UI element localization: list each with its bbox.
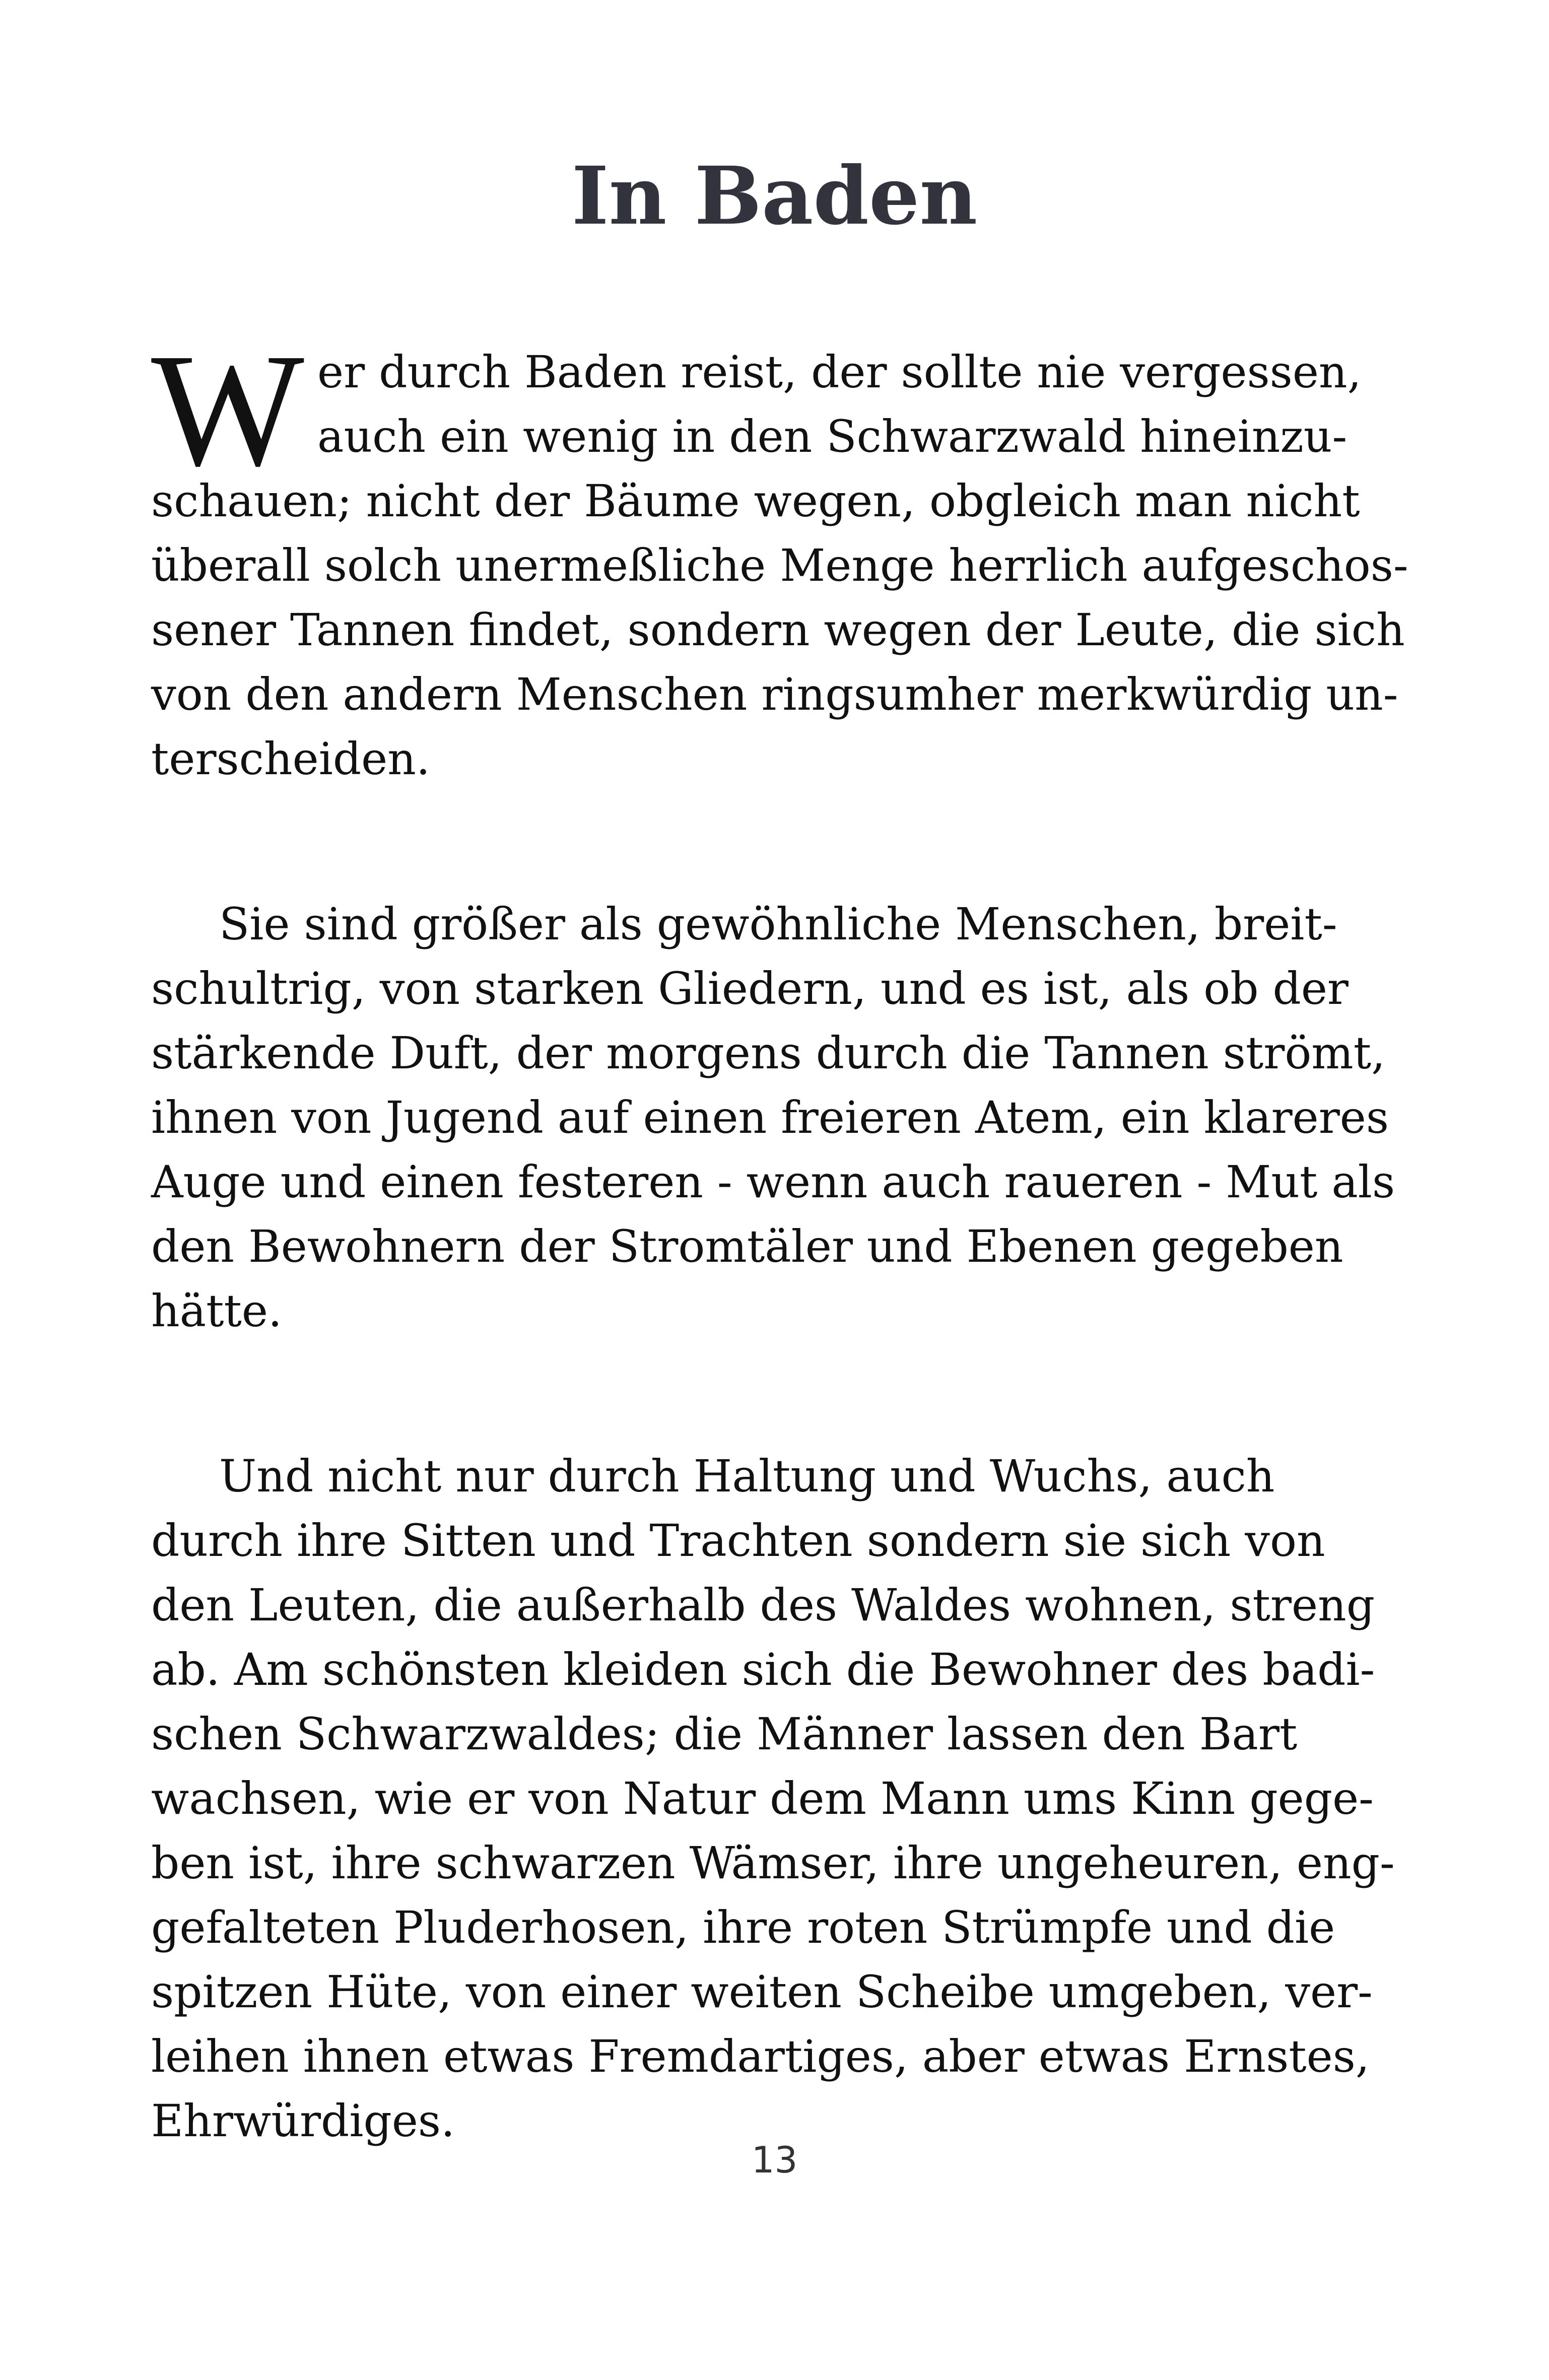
text-line: schen Schwarzwaldes; die Männer lassen den Bart — [151, 1708, 1298, 1760]
drop-cap: W — [151, 320, 304, 500]
text-line: Und nicht nur durch Haltung und Wuchs, auch — [219, 1450, 1275, 1502]
text-line: hätte. — [151, 1285, 282, 1337]
text-line: den Leuten, die außerhalb des Waldes wohnen, streng — [151, 1579, 1375, 1631]
text-line: leihen ihnen etwas Fremdartiges, aber etwas Ernstes, — [151, 2030, 1370, 2082]
text-line: schauen; nicht der Bäume wegen, obgleich man nicht — [151, 475, 1360, 527]
paragraph-1 — [151, 320, 1408, 791]
text-line: auch ein wenig in den Schwarzwald hineinzu- — [317, 411, 1348, 462]
text-line: wachsen, wie er von Natur dem Mann ums Kinn gege- — [151, 1773, 1374, 1824]
text-line: Ehrwürdiges. — [151, 2095, 455, 2147]
page-number: 13 — [751, 2139, 798, 2181]
text-line: überall solch unermeßliche Menge herrlich aufgeschos- — [151, 539, 1408, 591]
text-line: Sie sind größer als gewöhnliche Menschen, breit- — [219, 898, 1337, 950]
text-line: terscheiden. — [151, 733, 430, 785]
text-line: ben ist, ihre schwarzen Wämser, ihre ungeheuren, eng- — [151, 1837, 1395, 1889]
text-line: stärkende Duft, der morgens durch die Tannen strömt, — [151, 1027, 1386, 1079]
text-line: ab. Am schönsten kleiden sich die Bewohner des badi- — [151, 1644, 1375, 1695]
text-line: von den andern Menschen ringsumher merkwürdig un- — [151, 668, 1398, 720]
paragraph-2 — [151, 892, 1395, 1343]
chapter-title: In Baden — [571, 150, 978, 243]
text-line: ihnen von Jugend auf einen freieren Atem, ein klareres — [151, 1092, 1389, 1143]
text-line: den Bewohnern der Stromtäler und Ebenen gegeben — [151, 1220, 1343, 1272]
text-line: schultrig, von starken Gliedern, und es ist, als ob der — [151, 963, 1349, 1014]
text-line: sener Tannen findet, sondern wegen der Leute, die sich — [151, 604, 1405, 656]
paragraph-3 — [151, 1444, 1395, 2153]
text-line: spitzen Hüte, von einer weiten Scheibe umgeben, ver- — [151, 1966, 1373, 2018]
body-text — [151, 320, 1408, 2254]
text-line: gefalteten Pluderhosen, ihre roten Strümpfe und die — [151, 1901, 1335, 1953]
text-line: durch ihre Sitten und Trachten sondern sie sich von — [151, 1515, 1325, 1567]
text-line: er durch Baden reist, der sollte nie vergessen, — [317, 346, 1362, 398]
text-line: Auge und einen festeren - wenn auch raueren - Mut als — [151, 1156, 1395, 1208]
